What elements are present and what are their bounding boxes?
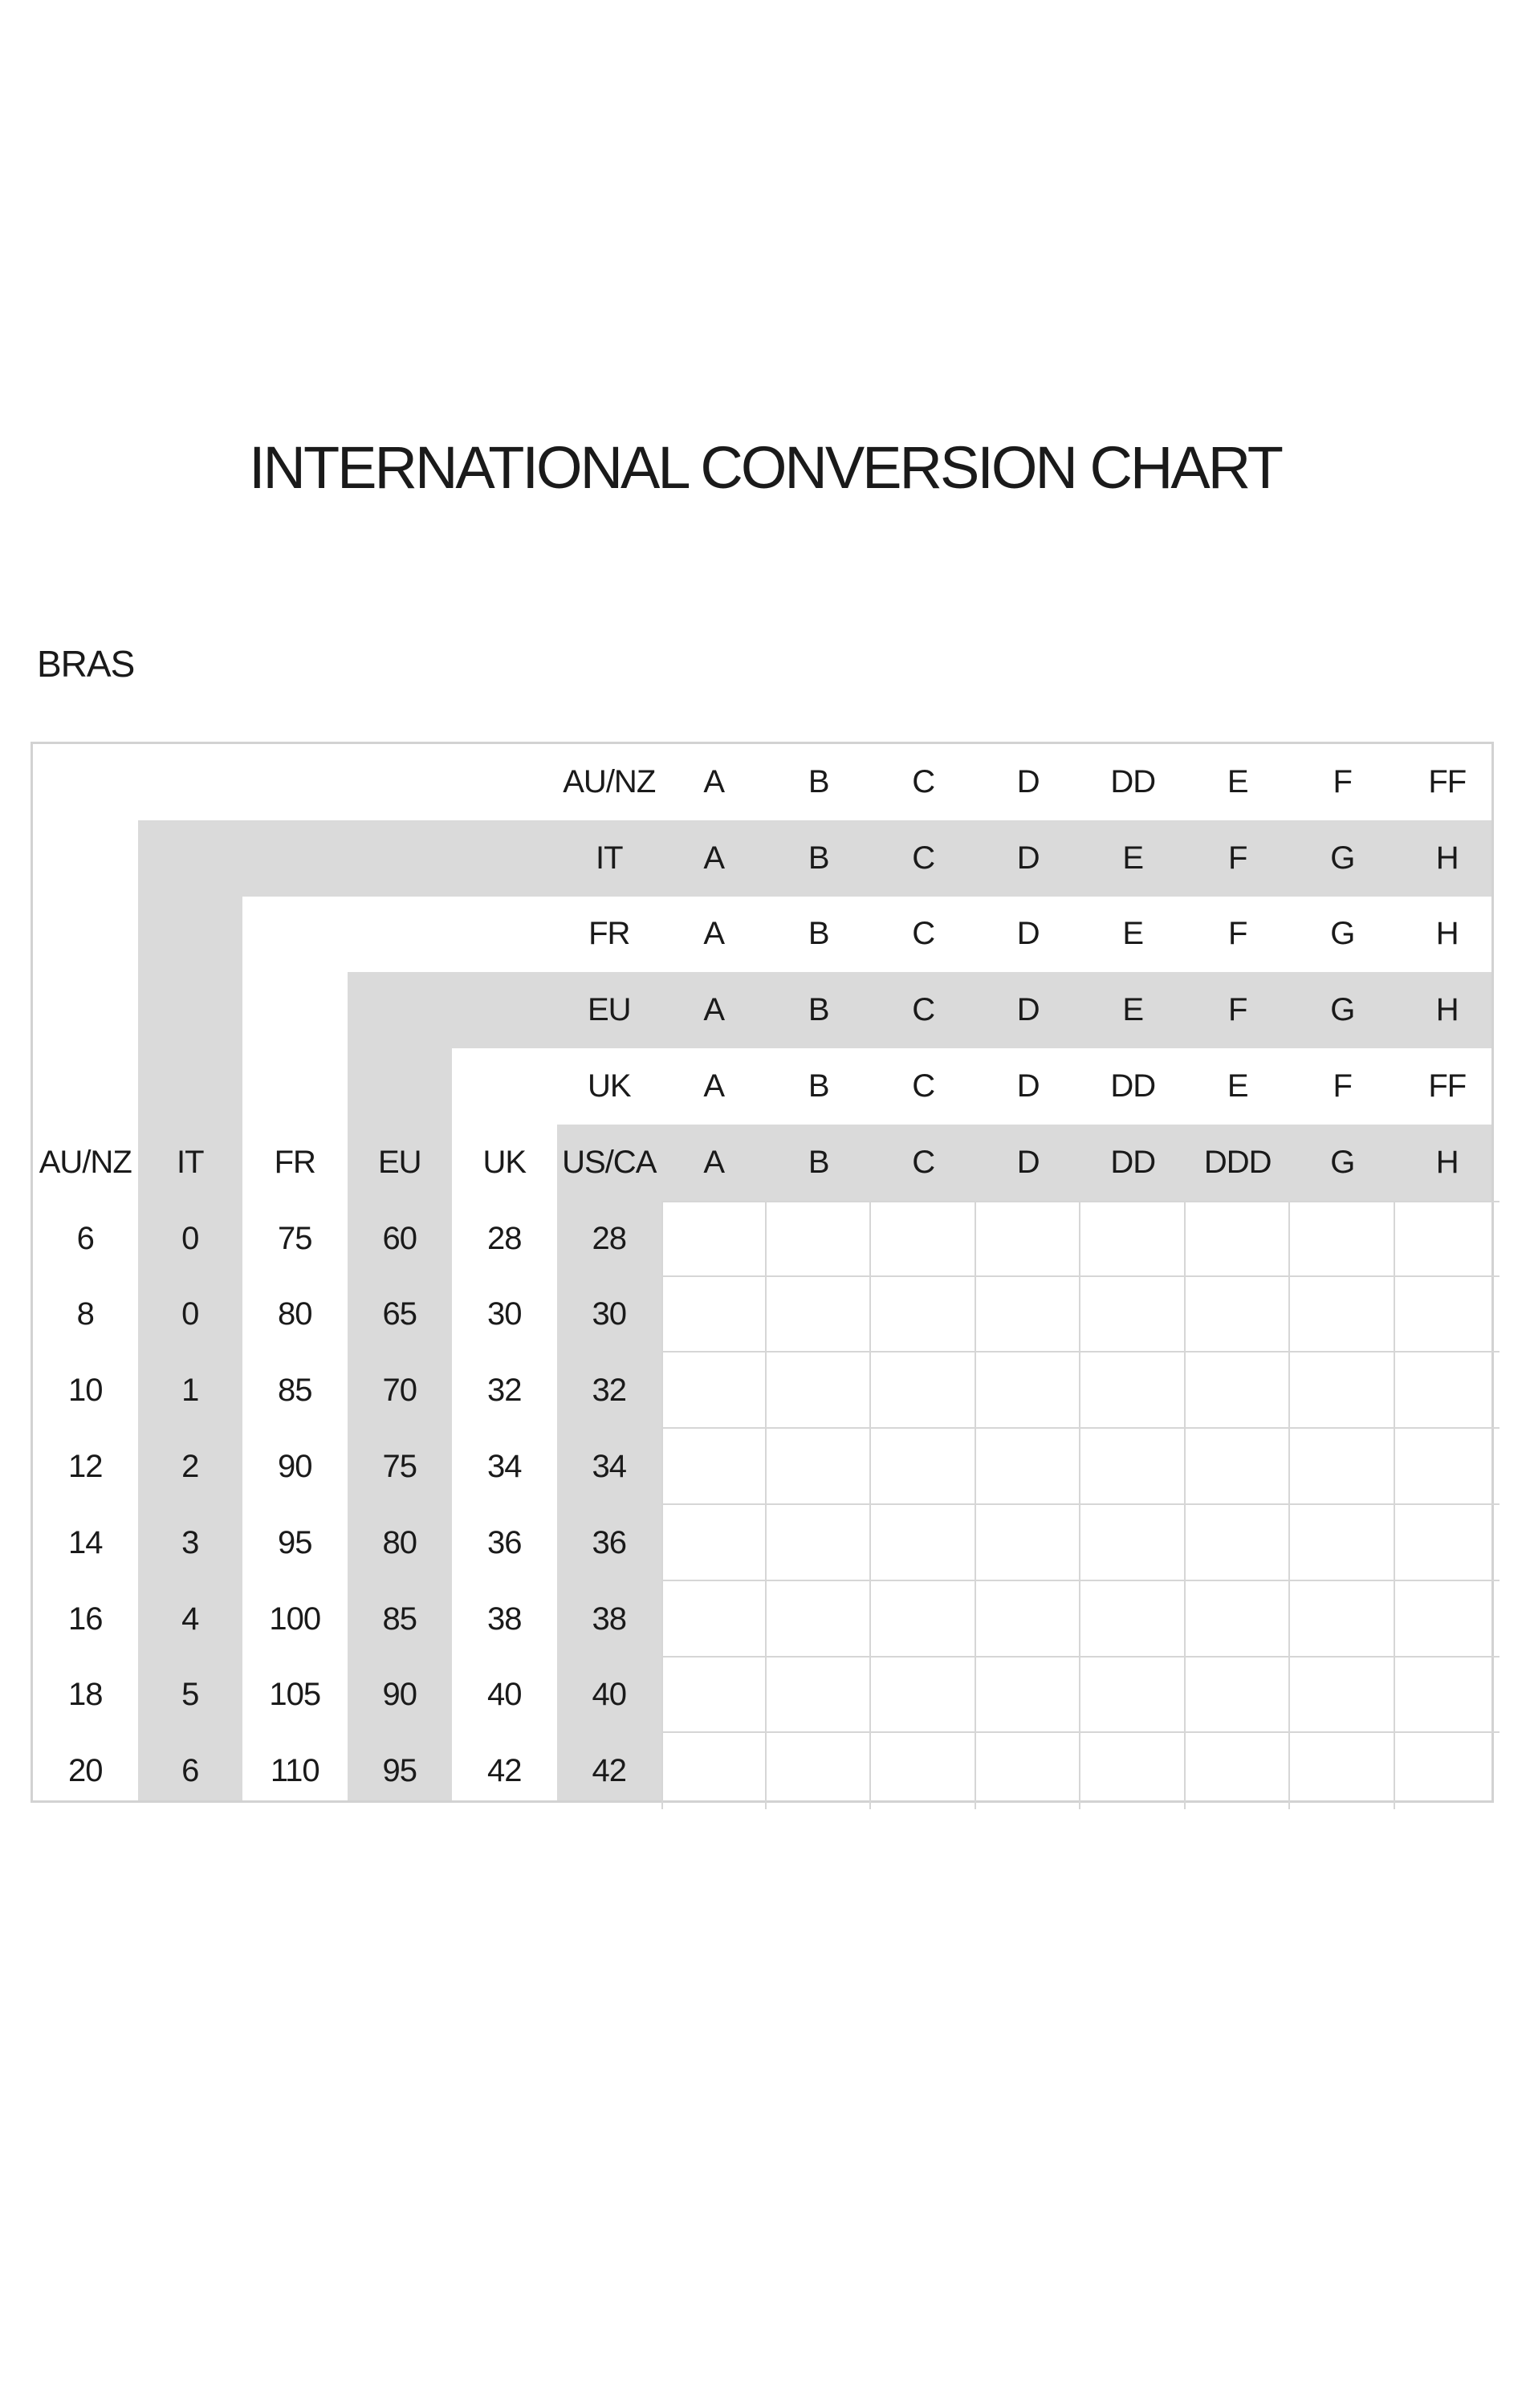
cup-size-cell: A	[703, 916, 725, 952]
grid-cell	[1395, 1429, 1500, 1505]
band-size-cell: 42	[592, 1753, 626, 1789]
cup-size-cell: DD	[1110, 763, 1156, 799]
size-column-header: EU	[377, 1144, 421, 1180]
grid-cell	[1290, 1658, 1395, 1734]
grid-cell	[976, 1201, 1081, 1277]
grid-cell	[661, 1658, 767, 1734]
grid-cell	[976, 1505, 1081, 1581]
grid-cell	[661, 1581, 767, 1658]
grid-cell	[976, 1581, 1081, 1658]
grid-cell	[1186, 1429, 1291, 1505]
grid-cell	[976, 1658, 1081, 1734]
band-size-cell: 10	[68, 1373, 103, 1409]
grid-cell	[661, 1505, 767, 1581]
band-size-cell: 110	[270, 1753, 319, 1789]
grid-cell	[871, 1581, 976, 1658]
cup-size-cell: B	[808, 840, 829, 876]
band-size-cell: 4	[181, 1601, 199, 1637]
cup-size-cell: A	[703, 1068, 725, 1104]
band-size-cell: 75	[278, 1220, 312, 1256]
cup-size-cell: D	[1016, 992, 1040, 1028]
cup-size-cell: F	[1333, 763, 1352, 799]
grid-cell	[767, 1352, 872, 1429]
band-size-cell: 18	[68, 1677, 103, 1713]
cup-size-cell: C	[912, 1144, 935, 1180]
cup-size-cell: DDD	[1203, 1144, 1272, 1180]
grid-cell	[1080, 1658, 1186, 1734]
grid-cell	[1290, 1733, 1395, 1809]
cup-size-cell: H	[1435, 1144, 1459, 1180]
cup-size-cell: G	[1330, 840, 1355, 876]
band-size-cell: 32	[487, 1373, 522, 1409]
cup-size-cell: G	[1330, 1144, 1355, 1180]
grid-cell	[1080, 1201, 1186, 1277]
cup-size-cell: D	[1016, 763, 1040, 799]
band-size-cell: 90	[278, 1449, 312, 1485]
grid-cell	[871, 1505, 976, 1581]
grid-cell	[1290, 1201, 1395, 1277]
cup-row-label: IT	[595, 840, 623, 876]
band-size-cell: 34	[487, 1449, 522, 1485]
band-size-cell: 0	[181, 1220, 199, 1256]
cup-size-cell: F	[1333, 1068, 1352, 1104]
grid-cell	[767, 1733, 872, 1809]
cup-size-cell: H	[1435, 992, 1459, 1028]
cup-size-cell: D	[1016, 1144, 1040, 1180]
cup-size-cell: B	[808, 1068, 829, 1104]
grid-cell	[1186, 1505, 1291, 1581]
band-size-cell: 75	[382, 1449, 417, 1485]
grid-cell	[976, 1352, 1081, 1429]
grid-cell	[976, 1733, 1081, 1809]
grid-cell	[767, 1277, 872, 1353]
grid-cell	[1290, 1581, 1395, 1658]
cup-size-cell: A	[703, 763, 725, 799]
cup-size-cell: H	[1435, 840, 1459, 876]
cup-row-label: AU/NZ	[563, 763, 656, 799]
band-size-cell: 65	[382, 1296, 417, 1332]
grid-cell	[767, 1201, 872, 1277]
band-size-cell: 40	[487, 1677, 522, 1713]
band-size-cell: 12	[68, 1449, 103, 1485]
band-size-cell: 3	[181, 1524, 199, 1560]
cup-size-cell: E	[1227, 763, 1248, 799]
grid-cell	[871, 1277, 976, 1353]
cup-row-label: UK	[587, 1068, 631, 1104]
band-size-cell: 38	[592, 1601, 626, 1637]
grid-cell	[976, 1277, 1081, 1353]
cup-size-cell: G	[1330, 916, 1355, 952]
band-size-cell: 8	[76, 1296, 94, 1332]
cup-size-cell: E	[1227, 1068, 1248, 1104]
grid-cell	[1290, 1505, 1395, 1581]
band-size-cell: 6	[76, 1220, 94, 1256]
grid-cell	[871, 1733, 976, 1809]
grid-cell	[1080, 1352, 1186, 1429]
cup-size-cell: B	[808, 992, 829, 1028]
grid-cell	[1186, 1277, 1291, 1353]
band-size-cell: 30	[592, 1296, 626, 1332]
cup-size-cell: E	[1122, 992, 1144, 1028]
band-size-cell: 95	[382, 1753, 417, 1789]
grid-cell	[1080, 1277, 1186, 1353]
grid-cell	[1395, 1201, 1500, 1277]
band-size-cell: 40	[592, 1677, 626, 1713]
cup-size-cell: A	[703, 1144, 725, 1180]
band-size-cell: 70	[382, 1373, 417, 1409]
grid-cell	[871, 1429, 976, 1505]
cup-size-cell: FF	[1428, 763, 1467, 799]
cup-size-cell: C	[912, 763, 935, 799]
band-size-cell: 60	[382, 1220, 417, 1256]
grid-cell	[767, 1658, 872, 1734]
cup-row-label: US/CA	[562, 1144, 657, 1180]
band-size-cell: 80	[278, 1296, 312, 1332]
cup-size-cell: C	[912, 1068, 935, 1104]
cup-size-cell: F	[1228, 840, 1247, 876]
grid-cell	[661, 1277, 767, 1353]
size-column-header: IT	[176, 1144, 204, 1180]
grid-cell	[976, 1429, 1081, 1505]
band-size-cell: 95	[278, 1524, 312, 1560]
band-size-cell: 85	[382, 1601, 417, 1637]
cup-size-cell: C	[912, 840, 935, 876]
size-column-header: AU/NZ	[39, 1144, 132, 1180]
grid-cell	[661, 1352, 767, 1429]
grid-cell	[1080, 1733, 1186, 1809]
grid-cell	[1080, 1581, 1186, 1658]
page-title: INTERNATIONAL CONVERSION CHART	[248, 434, 1281, 501]
bra-size-conversion-table	[31, 742, 1494, 1803]
grid-cell	[767, 1505, 872, 1581]
cup-size-cell: D	[1016, 1068, 1040, 1104]
cup-row-label: FR	[588, 916, 630, 952]
cup-size-cell: G	[1330, 992, 1355, 1028]
band-size-cell: 6	[181, 1753, 199, 1789]
band-size-cell: 20	[68, 1753, 103, 1789]
cup-size-cell: C	[912, 916, 935, 952]
band-size-cell: 5	[181, 1677, 199, 1713]
cup-size-cell: F	[1228, 992, 1247, 1028]
band-size-cell: 28	[487, 1220, 522, 1256]
grid-cell	[1395, 1277, 1500, 1353]
cup-size-cell: B	[808, 763, 829, 799]
cup-size-cell: D	[1016, 916, 1040, 952]
cup-size-cell: E	[1122, 840, 1144, 876]
grid-cell	[1186, 1733, 1291, 1809]
band-size-cell: 34	[592, 1449, 626, 1485]
grid-cell	[1395, 1581, 1500, 1658]
cup-size-cell: F	[1228, 916, 1247, 952]
band-size-cell: 16	[68, 1601, 103, 1637]
grid-cell	[1395, 1658, 1500, 1734]
band-size-cell: 105	[269, 1677, 321, 1713]
band-size-cell: 36	[487, 1524, 522, 1560]
size-column-header: FR	[274, 1144, 315, 1180]
grid-cell	[1186, 1658, 1291, 1734]
grid-cell	[767, 1429, 872, 1505]
grid-cell	[1080, 1429, 1186, 1505]
band-size-cell: 100	[269, 1601, 321, 1637]
band-size-cell: 14	[68, 1524, 103, 1560]
grid-cell	[1290, 1277, 1395, 1353]
cup-size-cell: DD	[1110, 1144, 1156, 1180]
grid-cell	[1395, 1505, 1500, 1581]
grid-cell	[1395, 1733, 1500, 1809]
grid-cell	[1186, 1201, 1291, 1277]
band-size-cell: 1	[181, 1373, 199, 1409]
cup-size-cell: A	[703, 992, 725, 1028]
grid-cell	[871, 1352, 976, 1429]
cup-size-cell: D	[1016, 840, 1040, 876]
size-column-header: UK	[482, 1144, 527, 1180]
grid-cell	[661, 1201, 767, 1277]
band-size-cell: 42	[487, 1753, 522, 1789]
grid-cell	[1290, 1429, 1395, 1505]
cup-size-cell: B	[808, 1144, 829, 1180]
grid-cell	[661, 1429, 767, 1505]
grid-cell	[661, 1733, 767, 1809]
grid-cell	[1290, 1352, 1395, 1429]
cup-size-cell: A	[703, 840, 725, 876]
cup-size-cell: FF	[1428, 1068, 1467, 1104]
section-heading-bras: BRAS	[37, 643, 135, 685]
grid-cell	[1186, 1352, 1291, 1429]
grid-cell	[1395, 1352, 1500, 1429]
band-size-cell: 38	[487, 1601, 522, 1637]
cup-size-cell: C	[912, 992, 935, 1028]
cup-row-label: EU	[587, 992, 631, 1028]
cup-size-cell: DD	[1110, 1068, 1156, 1104]
band-size-cell: 32	[592, 1373, 626, 1409]
band-size-cell: 80	[382, 1524, 417, 1560]
band-size-cell: 0	[181, 1296, 199, 1332]
grid-cell	[1080, 1505, 1186, 1581]
band-size-cell: 85	[278, 1373, 312, 1409]
grid-cell	[871, 1201, 976, 1277]
cup-size-cell: B	[808, 916, 829, 952]
band-size-cell: 28	[592, 1220, 626, 1256]
band-size-cell: 2	[181, 1449, 199, 1485]
grid-cell	[767, 1581, 872, 1658]
grid-cell	[871, 1658, 976, 1734]
grid-cell	[1186, 1581, 1291, 1658]
band-size-cell: 30	[487, 1296, 522, 1332]
cup-size-cell: E	[1122, 916, 1144, 952]
band-size-cell: 90	[382, 1677, 417, 1713]
cup-size-cell: H	[1435, 916, 1459, 952]
band-size-cell: 36	[592, 1524, 626, 1560]
